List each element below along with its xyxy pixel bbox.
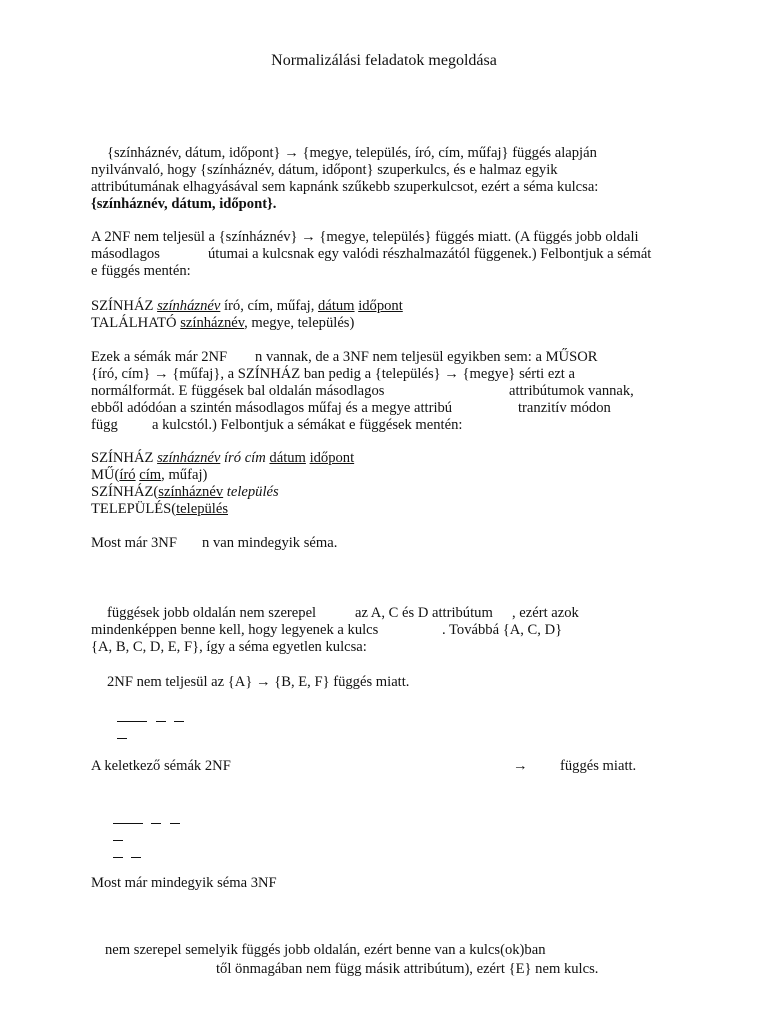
p8: Most már mindegyik séma 3NF [91, 875, 277, 891]
schema-name: TELEPÜLÉS( [91, 501, 177, 517]
schema-telepules [91, 501, 228, 518]
schema-attrs: , megye, település) [244, 315, 355, 331]
underline-mark [113, 823, 143, 824]
p5-line3: {A, B, C, D, E, F}, így a séma egyetlen kulcsa: [91, 639, 367, 655]
schema-name: TALÁLHATÓ [91, 315, 177, 331]
schema-name: MŰ( [91, 467, 120, 483]
schema-key-attr: színháznév [180, 315, 245, 331]
p3-line1a: Ezek a sémák már 2NF [91, 349, 228, 365]
schema-key-attr: színháznév [157, 450, 221, 466]
p2-line1: A 2NF nem teljesül a {színháznév} → {megye, település} függés miatt. (A függés jobb oldali [91, 229, 639, 245]
p2-line2b: útumai a kulcsnak egy valódi részhalmazától függenek.) Felbontjuk a sémát [208, 246, 652, 262]
underline-mark [117, 721, 147, 722]
document-title: Normalizálási feladatok megoldása [271, 52, 497, 69]
underline-mark [174, 721, 184, 722]
p1-line2: nyilvánvaló, hogy {színháznév, dátum, időpont} szuperkulcs, és e halmaz egyik [91, 162, 558, 178]
p3-line5a: függ [91, 417, 118, 433]
schema-szinhaz-3 [91, 484, 279, 501]
underline-mark [131, 857, 141, 858]
schema-key-attr: színháznév [158, 484, 224, 500]
schema-key-datum: dátum [269, 450, 306, 466]
p4-b: n van mindegyik séma. [202, 535, 338, 551]
schema-key-attr: színháznév [157, 298, 221, 314]
schema-key-idopont: időpont [358, 298, 403, 314]
schema-key-cim: cím [139, 467, 162, 483]
underline-mark [156, 721, 166, 722]
schema-szinhaz-1 [91, 298, 403, 315]
p5-line2a: mindenképpen benne kell, hogy legyenek a kulcs [91, 622, 379, 638]
p7-b: függés miatt. [560, 758, 637, 774]
p3-line4a: ebből adódóan a szintén másodlagos műfaj és a megye attribú [91, 400, 453, 416]
p5-line1c: , ezért azok [512, 605, 579, 621]
p1-line3: attribútumának elhagyásával sem kapnánk szűkebb szuperkulcsot, ezért a séma kulcsa: [91, 179, 599, 195]
schema-szinhaz-2 [91, 450, 354, 467]
p3-line5b: a kulcstól.) Felbontjuk a sémákat e függések mentén: [152, 417, 463, 433]
schema-attr-telepules: település [226, 484, 279, 500]
p4-a: Most már 3NF [91, 535, 177, 551]
p3-line3a: normálformát. E függések bal oldalán másodlagos [91, 383, 385, 399]
p9-line2: től önmagában nem függ másik attribútum), ezért {E} nem kulcs. [216, 961, 599, 977]
schema-attrs: , műfaj) [161, 467, 208, 483]
schema-attr-iro: író [224, 450, 242, 466]
p5-line2b: . Továbbá {A, C, D} [442, 622, 563, 638]
p9-line1: nem szerepel semelyik függés jobb oldalán, ezért benne van a kulcs(ok)ban [105, 942, 546, 958]
p3-line3b: attribútumok vannak, [509, 383, 634, 399]
p2-line2a: másodlagos [91, 246, 160, 262]
underline-mark [113, 840, 123, 841]
schema-name: SZÍNHÁZ [91, 450, 154, 466]
schema-key-attr: település [176, 501, 228, 517]
schema-name: SZÍNHÁZ [91, 298, 154, 314]
schema-attrs: író, cím, műfaj, [224, 298, 315, 314]
schema-attr-cim: cím [244, 450, 266, 466]
schema-key-datum: dátum [318, 298, 355, 314]
p7-arrow: → [513, 758, 528, 774]
p3-line2: {író, cím} → {műfaj}, a SZÍNHÁZ ban pedig a {település} → {megye} sérti ezt a [91, 366, 575, 382]
underline-mark [117, 738, 127, 739]
p6: 2NF nem teljesül az {A} → {B, E, F} függés miatt. [107, 674, 410, 690]
p2-line3: e függés mentén: [91, 263, 191, 279]
p1-key: {színháznév, dátum, időpont}. [91, 196, 277, 212]
schema-name: SZÍNHÁZ( [91, 484, 159, 500]
p5-line1b: az A, C és D attribútum [355, 605, 493, 621]
schema-key-idopont: időpont [309, 450, 355, 466]
underline-mark [170, 823, 180, 824]
underline-mark [113, 857, 123, 858]
schema-key-iro: író [119, 467, 136, 483]
underline-mark [151, 823, 161, 824]
p1-line1: {színháznév, dátum, időpont} → {megye, település, író, cím, műfaj} függés alapján [107, 145, 597, 161]
p3-line1b: n vannak, de a 3NF nem teljesül egyikben sem: a MŰSOR [255, 349, 598, 365]
p3-line4b: tranzitív módon [518, 400, 611, 416]
schema-talalhato [91, 315, 354, 332]
p7-a: A keletkező sémák 2NF [91, 758, 231, 774]
schema-mu [91, 467, 207, 484]
p5-line1a: függések jobb oldalán nem szerepel [107, 605, 317, 621]
